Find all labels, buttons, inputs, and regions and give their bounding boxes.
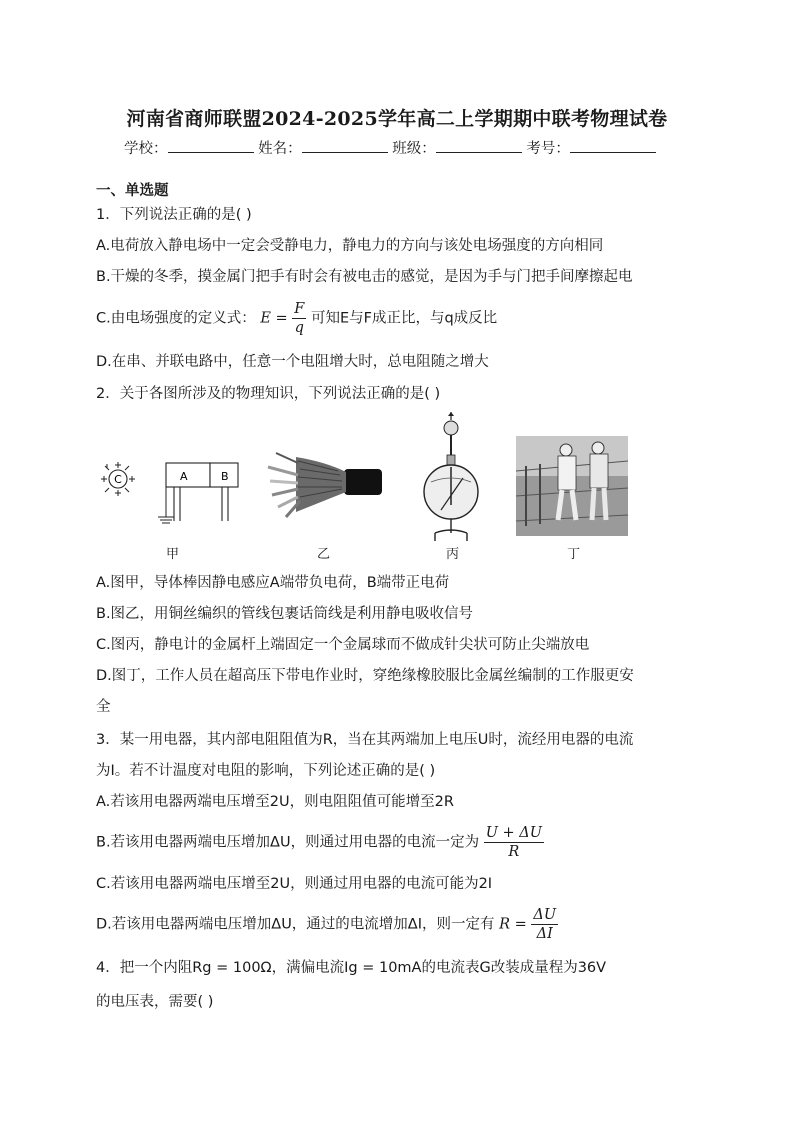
q3-option-b-text: B.若该用电器两端电压增加ΔU，则通过用电器的电流一定为	[96, 834, 480, 851]
name-blank[interactable]	[302, 138, 388, 153]
q1-formula-lhs: E =	[260, 310, 288, 327]
q3-b-numerator: U + ΔU	[485, 825, 542, 841]
figure-ding-live-line-workers	[516, 436, 628, 536]
figure-yi-shielded-cable	[266, 437, 386, 537]
figure-yi-caption: 乙	[317, 547, 331, 562]
q3-option-d	[96, 906, 558, 943]
figure-bing-caption: 丙	[446, 547, 460, 562]
q3-option-b	[96, 824, 544, 861]
q2-option-d-line2: 全	[96, 699, 111, 715]
sphere-label: C	[114, 473, 122, 486]
figure-ding-caption: 丁	[567, 547, 581, 562]
figure-jia-charge-rod	[96, 447, 246, 547]
figure-jia-caption: 甲	[166, 547, 180, 562]
q3-option-d-text: D.若该用电器两端电压增加ΔU，通过的电流增加ΔI，则一定有	[96, 916, 495, 933]
name-label: 姓名：	[258, 141, 302, 157]
student-info-row	[124, 137, 656, 158]
q3-option-a: A.若该用电器两端电压增至2U，则电阻阻值可能增至2R	[96, 794, 454, 810]
q3-b-fraction	[484, 824, 544, 861]
q3-d-numerator: ΔU	[533, 907, 557, 923]
q1-option-c-text: C.由电场强度的定义式：	[96, 310, 256, 327]
q3-option-c: C.若该用电器两端电压增至2U，则通过用电器的电流可能为2I	[96, 876, 493, 892]
q3-stem-line2: 为I。若不计温度对电阻的影响，下列论述正确的是( )	[96, 763, 436, 779]
q2-stem: 2．关于各图所涉及的物理知识，下列说法正确的是( )	[96, 386, 441, 402]
q1-option-c	[96, 300, 497, 337]
school-label: 学校：	[124, 141, 168, 157]
q1-formula-fraction	[292, 300, 306, 337]
q1-option-d: D.在串、并联电路中，任意一个电阻增大时，总电阻随之增大	[96, 354, 489, 370]
class-blank[interactable]	[436, 138, 522, 153]
q3-b-denominator: R	[508, 844, 520, 860]
q1-option-b: B.干燥的冬季，摸金属门把手有时会有被电击的感觉，是因为手与门把手间摩擦起电	[96, 269, 633, 285]
q4-stem-line2: 的电压表，需要( )	[96, 994, 214, 1010]
q1-option-a: A.电荷放入静电场中一定会受静电力，静电力的方向与该处电场强度的方向相同	[96, 238, 604, 254]
exam-number-label: 考号：	[526, 141, 570, 157]
q3-stem-line1: 3．某一用电器，其内部电阻阻值为R，当在其两端加上电压U时，流经用电器的电流	[96, 732, 634, 748]
q3-d-formula-lhs: R =	[499, 916, 527, 933]
section-title: 一、单选题	[96, 183, 169, 199]
q1-formula-denominator: q	[294, 320, 304, 336]
rod-label-a: A	[180, 470, 188, 483]
rod-label-b: B	[221, 470, 229, 483]
q2-option-d-line1: D.图丁，工作人员在超高压下带电作业时，穿绝缘橡胶服比金属丝编制的工作服更安	[96, 668, 634, 684]
school-blank[interactable]	[168, 138, 254, 153]
exam-title: 河南省商师联盟2024-2025学年高二上学期期中联考物理试卷	[126, 108, 668, 130]
figure-bing-electroscope	[411, 412, 481, 542]
class-label: 班级：	[392, 141, 436, 157]
q2-option-a: A.图甲，导体棒因静电感应A端带负电荷，B端带正电荷	[96, 575, 450, 591]
q3-d-fraction	[531, 906, 558, 943]
q3-d-denominator: ΔI	[536, 926, 553, 942]
q2-option-b: B.图乙，用铜丝编织的管线包裹话筒线是利用静电吸收信号	[96, 606, 474, 622]
exam-number-blank[interactable]	[570, 138, 656, 153]
q1-formula-numerator: F	[294, 301, 305, 317]
q1-option-c-tail: 可知E与F成正比，与q成反比	[310, 310, 498, 327]
q2-figures	[96, 412, 696, 577]
q2-option-c: C.图丙，静电计的金属杆上端固定一个金属球而不做成针尖状可防止尖端放电	[96, 637, 590, 653]
q1-stem: 1．下列说法正确的是( )	[96, 207, 252, 223]
q4-stem-line1: 4．把一个内阻Rg = 100Ω，满偏电流Ig = 10mA的电流表G改装成量程为36V	[96, 960, 607, 976]
